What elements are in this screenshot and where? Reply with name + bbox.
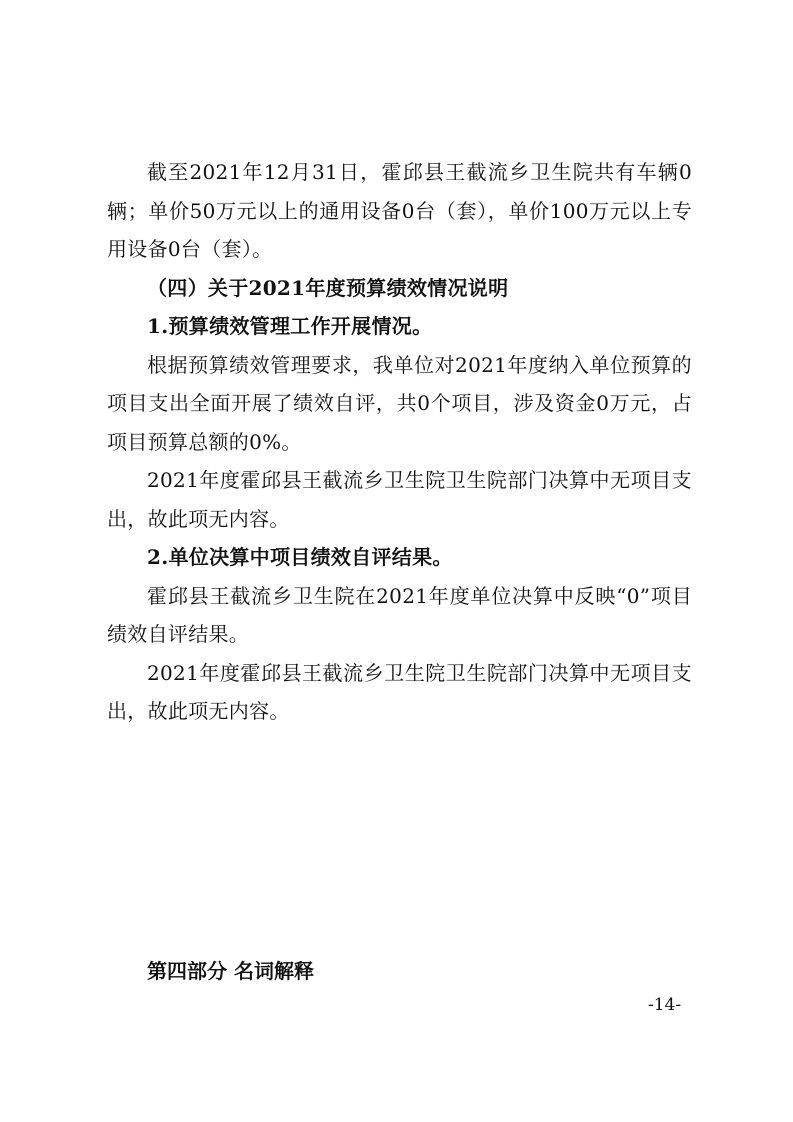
paragraph-vehicles-equipment: 截至2021年12月31日，霍邱县王截流乡卫生院共有车辆0辆；单价50万元以上的通用设备0台（套），单价100万元以上专用设备0台（套）。 <box>107 160 692 261</box>
paragraph-no-project-expense-2: 2021年度霍邱县王截流乡卫生院卫生院部门决算中无项目支出，故此项无内容。 <box>107 660 692 723</box>
body-text <box>107 153 692 731</box>
section-title: 第四部分 名词解释 <box>147 959 314 983</box>
paragraph-evaluation-results: 霍邱县王截流乡卫生院在2021年度单位决算中反映“0”项目绩效自评结果。 <box>107 583 692 646</box>
heading-evaluation-results: 2.单位决算中项目绩效自评结果。 <box>147 545 453 569</box>
paragraph-no-project-expense-1: 2021年度霍邱县王截流乡卫生院卫生院部门决算中无项目支出，故此项无内容。 <box>107 468 692 531</box>
page-number: -14- <box>648 995 682 1015</box>
heading-performance-management: 1.预算绩效管理工作开展情况。 <box>147 314 433 338</box>
heading-performance-section: （四）关于2021年度预算绩效情况说明 <box>147 275 509 300</box>
paragraph-self-evaluation: 根据预算绩效管理要求，我单位对2021年度纳入单位预算的项目支出全面开展了绩效自评，共0个项目，涉及资金0万元，占项目预算总额的0%。 <box>107 352 692 454</box>
